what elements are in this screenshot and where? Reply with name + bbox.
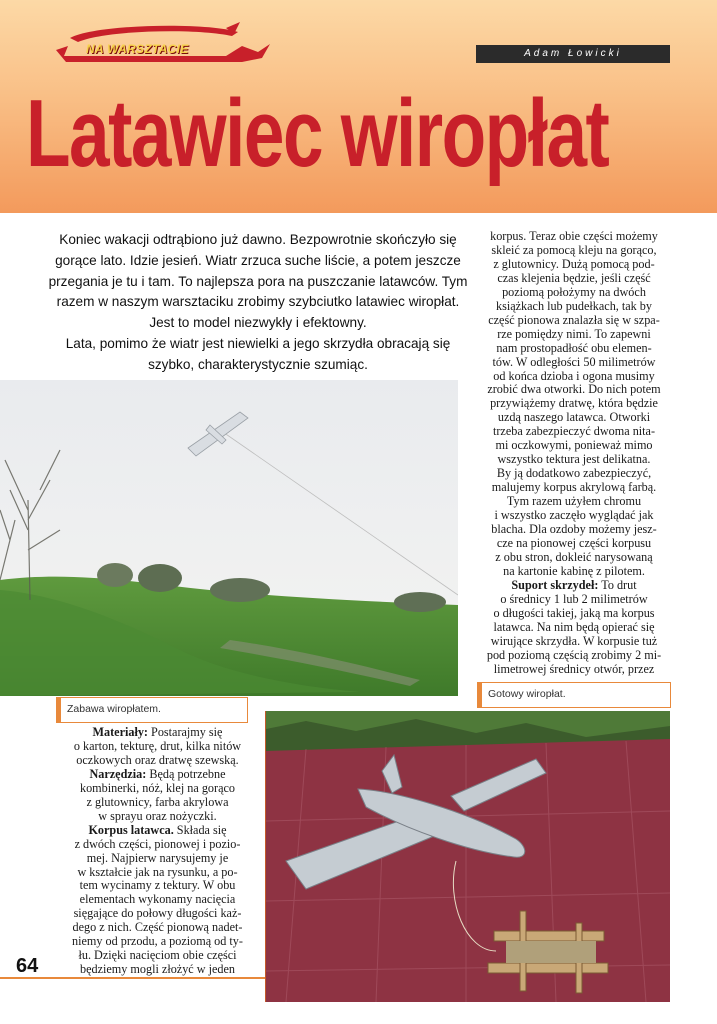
author-name: Adam Łowicki: [476, 45, 670, 63]
narzedzia-heading: Narzędzia:: [89, 766, 147, 781]
text-line: od końca dzioba i ogona musimy: [493, 368, 655, 383]
korpus-first-line: Składa się: [173, 822, 227, 837]
text-line: książkach lub pudełkach, tak by: [495, 298, 652, 313]
photo-caption: Zabawa wiropłatem.: [56, 697, 248, 723]
text-line: na kartonie kabinę z pilotem.: [503, 563, 645, 578]
text-line: będziemy mogli złożyć w jeden: [80, 962, 235, 977]
text-line: tem wycinamy z tektury. W obu: [79, 878, 236, 893]
finished-kite-photo: [265, 711, 670, 1002]
kite-flying-photo: [0, 380, 458, 696]
text-line: cze na pionowej części korpusu: [496, 535, 652, 550]
text-line: Tym razem użyłem chromu: [506, 494, 642, 509]
text-line: [476, 579, 672, 593]
text-line: poziomą położymy na dwóch: [502, 284, 646, 299]
text-line: elementach wykonamy nacięcia: [79, 892, 236, 907]
text-line: [55, 824, 260, 838]
suport-heading: Suport skrzydeł:: [511, 577, 599, 592]
materialy-first-line: Postarajmy się: [148, 725, 223, 739]
text-line: uzdą naszego latawca. Otworki: [497, 410, 651, 425]
text-line: o karton, tekturę, drut, kilka nitów: [73, 738, 242, 753]
text-line: [55, 768, 260, 782]
text-line: i wszystko zaczęło wyglądać jak: [494, 508, 654, 523]
section-badge-label: NA WARSZTACIE: [86, 42, 189, 56]
article-title: Latawiec wiropłat: [26, 80, 609, 187]
text-line: w kształcie jak na rysunku, a po-: [77, 864, 238, 879]
text-line: pod poziomą częścią zrobimy 2 mi-: [486, 647, 662, 662]
narzedzia-first-line: Będą potrzebne: [146, 766, 226, 781]
text-line: w sprayu oraz nożyczki.: [98, 808, 217, 823]
korpus-heading: Korpus latawca.: [88, 822, 174, 837]
text-line: trzeba zabezpieczyć dwoma nita-: [492, 424, 656, 439]
text-line: nam prostopadłość obu elemen-: [496, 340, 652, 355]
photo-caption: Gotowy wiropłat.: [477, 682, 671, 708]
text-line: kombinerki, nóż, klej na gorąco: [79, 780, 235, 795]
left-text-column: [55, 726, 260, 977]
footer-divider: [0, 977, 265, 979]
text-line: korpus. Teraz obie części możemy: [490, 229, 658, 243]
text-line: blacha. Dla ozdoby możemy jesz-: [491, 522, 657, 537]
text-line: przywiążemy dratwę, która będzie: [490, 396, 658, 411]
text-line: o długości takiej, jaką ma korpus: [493, 605, 655, 620]
text-line: część pionowa znalazła się w szpa-: [488, 312, 660, 327]
text-line: dego z nich. Część pionową nadet-: [72, 920, 243, 935]
materialy-heading: Materiały:: [92, 725, 148, 739]
page-number: 64: [16, 955, 39, 977]
text-line: niemy od przodu, a poziomą od ty-: [72, 934, 243, 949]
right-text-column: [476, 230, 672, 677]
lead-sentence: Lata, pomimo że wiatr jest niewielki a jego skrzydła obracają się szybko, charakterystycznie szumiąc.: [65, 335, 451, 372]
text-line: mej. Najpierw narysujemy je: [86, 850, 229, 865]
text-line: By ją dodatkowo zabezpieczyć,: [496, 466, 652, 481]
text-line: wirujące skrzydła. W korpusie tuż: [490, 633, 658, 648]
text-line: [55, 726, 260, 740]
header-band: [0, 0, 717, 213]
text-line: oczkowych oraz dratwę szewską.: [76, 752, 239, 767]
text-line: wszystko tektura jest delikatna.: [497, 452, 651, 467]
text-line: z glutownicy, farba akrylowa: [86, 794, 229, 809]
text-line: sięgające do połowy długości każ-: [73, 906, 242, 921]
text-line: malujemy korpus akrylową farbą.: [491, 480, 657, 495]
section-badge: [56, 22, 272, 64]
text-line: z glutownicy. Dużą pomocą pod-: [493, 256, 655, 271]
text-line: latawca. Na nim będą opierać się: [493, 619, 655, 634]
text-line: czas klejenia będzie, jeśli część: [497, 270, 651, 285]
suport-first-line: To drut: [598, 577, 637, 592]
lead-paragraph: [48, 230, 468, 376]
text-line: z obu stron, dokleić narysowaną: [495, 549, 653, 564]
text-line: z dwóch części, pionowej i pozio-: [74, 836, 241, 851]
text-line: mi oczkowymi, ponieważ mimo: [495, 438, 653, 453]
text-line: łu. Dzięki nacięciom obie części: [78, 948, 237, 963]
text-line: o średnicy 1 lub 2 milimetrów: [500, 591, 648, 606]
text-line: skleić za pomocą kleju na gorąco,: [491, 242, 657, 257]
text-line: zrobić dwa otworki. Do nich potem: [487, 382, 661, 397]
text-line: rze pomiędzy nimi. To zapewni: [497, 326, 651, 341]
lead-sentence: Koniec wakacji odtrąbiono już dawno. Bezpowrotnie skończyło się gorące lato. Idzie jesień. Wiatr zrzuca suche liście, a potem jeszcze przegania je tu i tam. To najlepsza pora na puszczanie latawców. Tym razem w naszym warsztaciku zrobimy szybciutko latawiec wiropłat. Jest to model niezwykły i efektowny.: [48, 232, 468, 331]
text-line: tów. W odległości 50 milimetrów: [492, 354, 656, 369]
text-line: limetrowej średnicy otwór, przez: [493, 661, 655, 676]
